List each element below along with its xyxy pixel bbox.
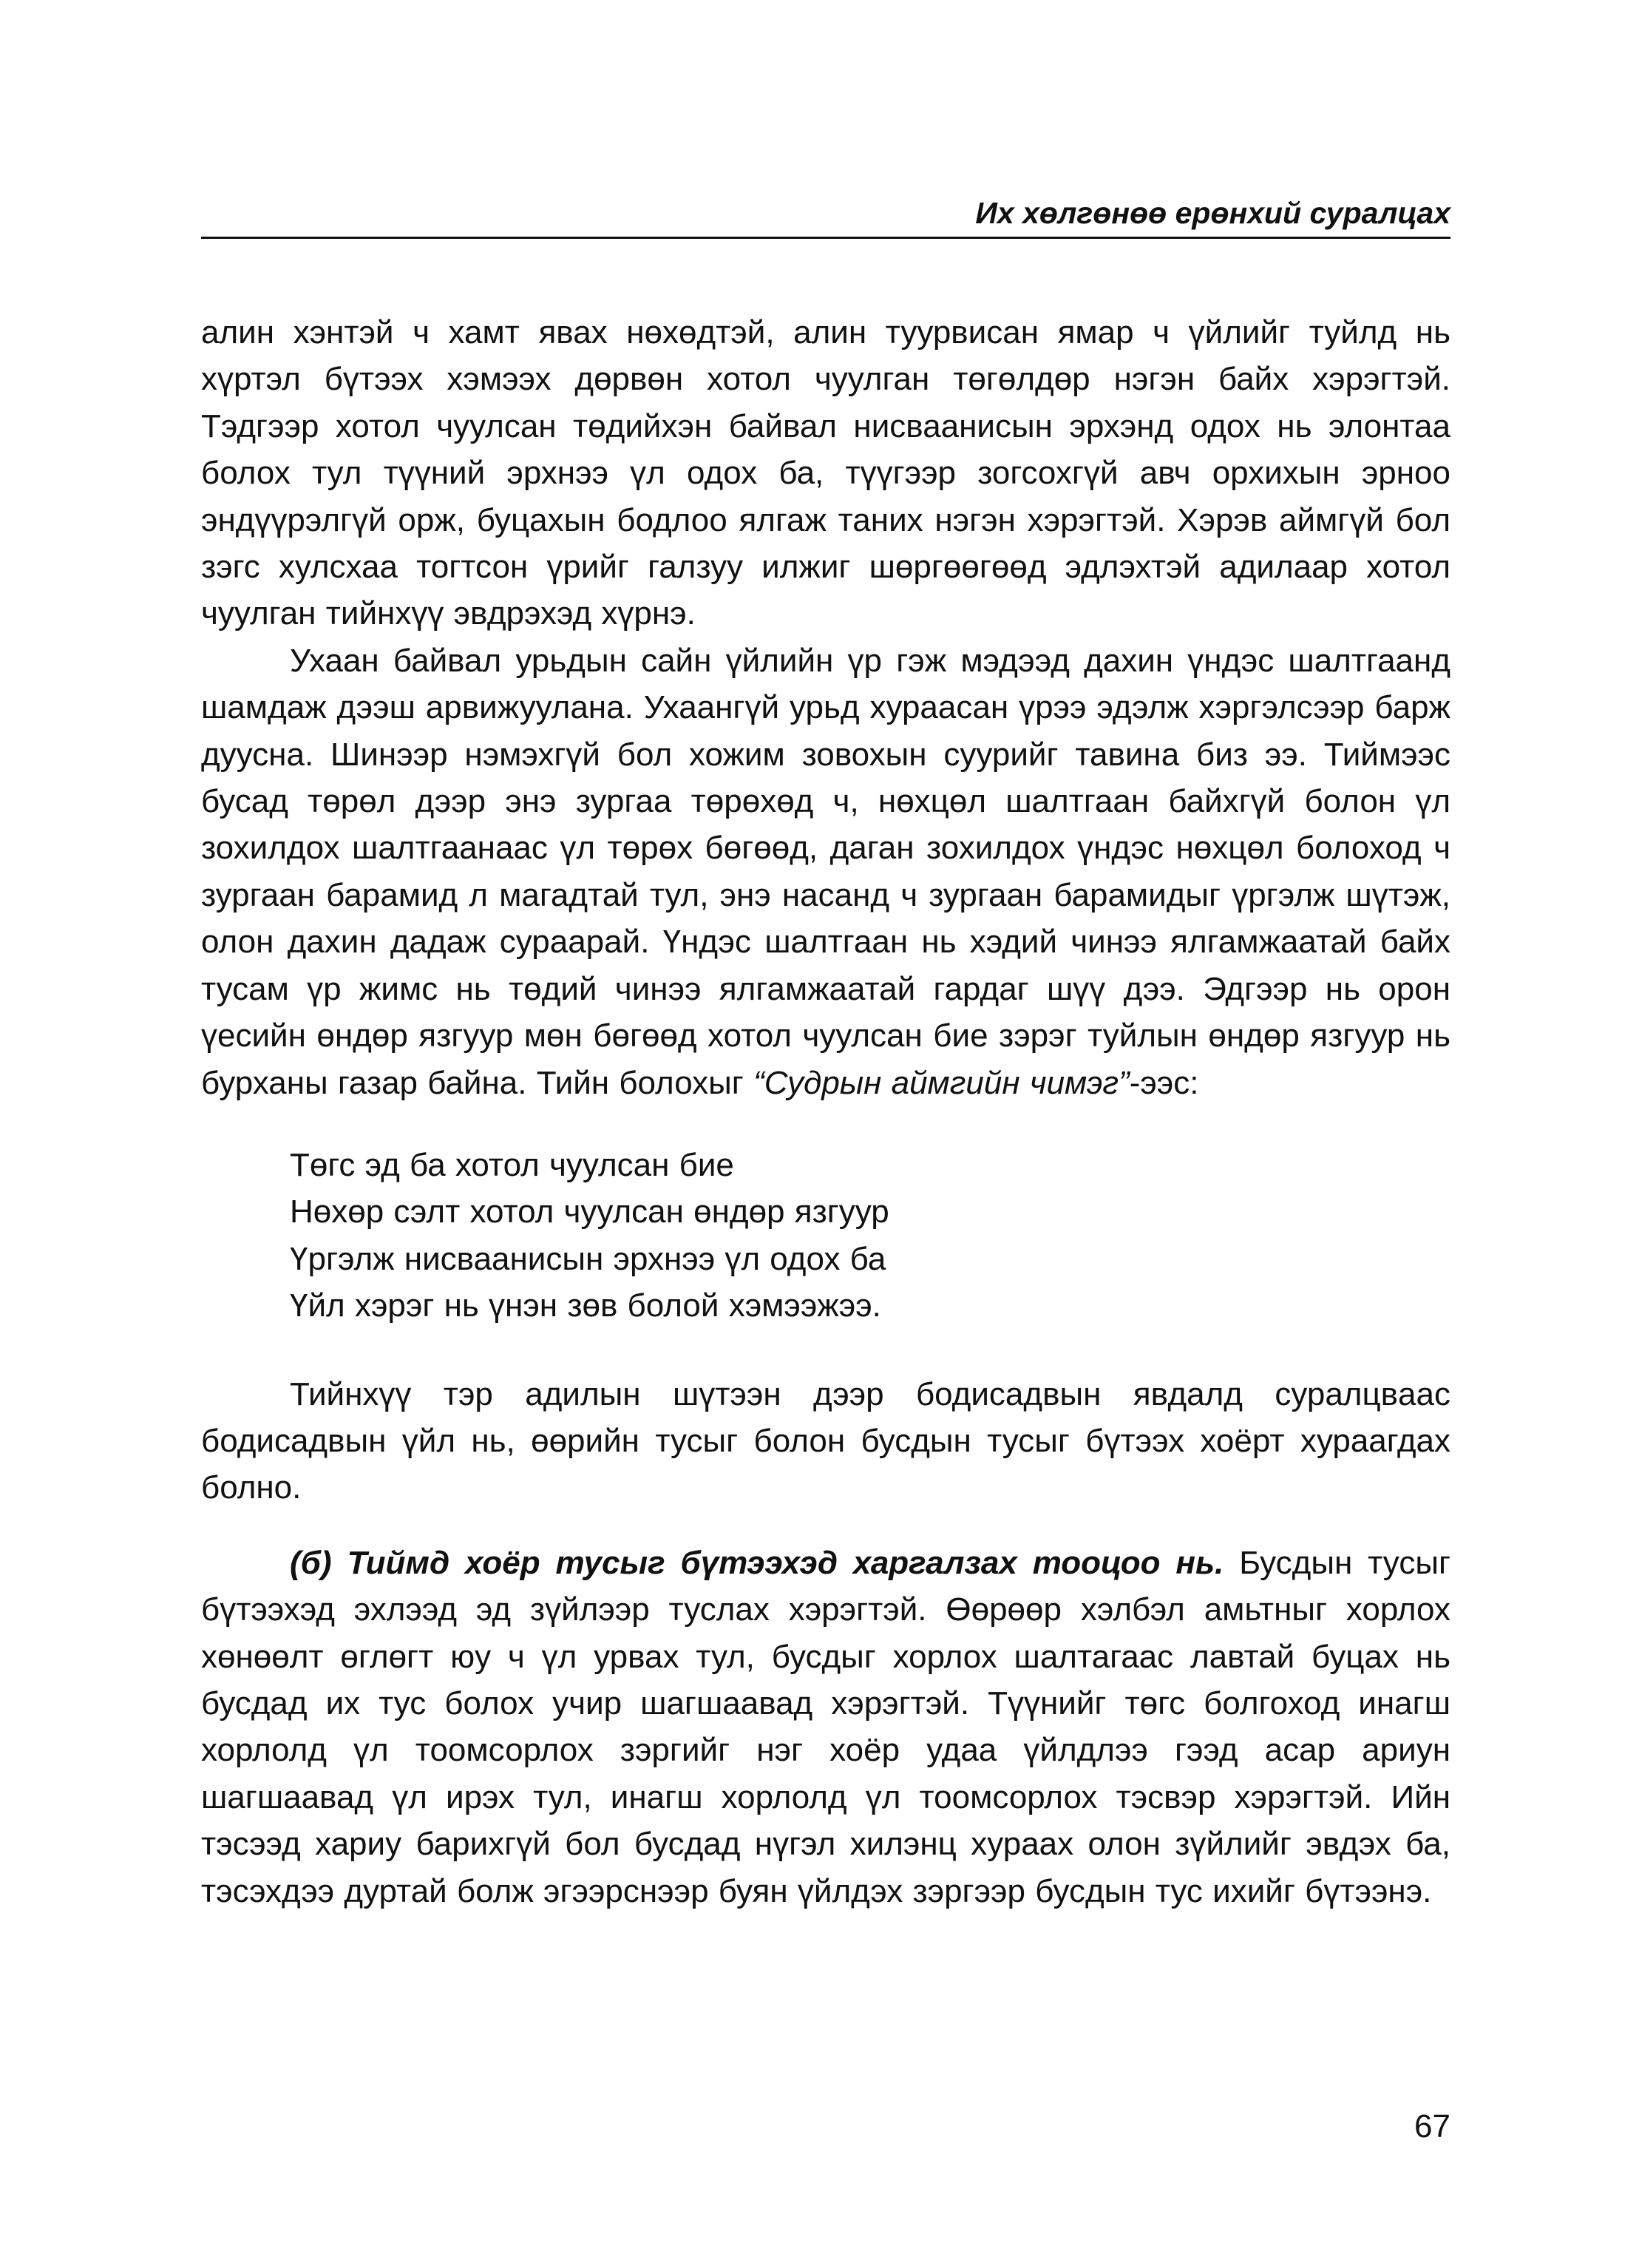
paragraph-3: Тийнхүү тэр адилын шүтээн дээр бодисадвын явдалд суралцвaас бодисадвын үйл нь, өөрийн тусыг болон бусдын тусыг бүтээх хоёрт хураагдах болно. — [201, 1375, 1450, 1506]
paragraph-2 — [201, 637, 1450, 1106]
verse-line: Нөхөр сэлт хотол чуулсан өндөр язгуур — [290, 1194, 889, 1231]
verse-line: Төгс эд ба хотол чуулсан бие — [290, 1146, 734, 1183]
paragraph-4-text: Бусдын тусыг бүтээхэд эхлээд эд зүйлээр туслах хэрэгтэй. Өөрөөр хэлбэл амьтныг хорлох хөнөөлт өглөгт юу ч үл урвах тул, бусдыг хорлох шалтагаас лавтай буцах нь бусдад их тус болох учир шагшаавад хэрэгтэй. Түүнийг төгс болгоход инагш хорлолд үл тоомсорлох зэргийг нэг хоёр удаа үйлдлээ гээд асар ариун шагшаавад үл ирэх тул, инагш хорлолд үл тоомсорлох тэсвэр хэрэгтэй. Ийн тэсээд хариу барихгүй бол бусдад нүгэл хилэнц хураах олон зүйлийг эвдэх ба, тэсэхдээ дуртай болж эгээрснээр буян үйлдэх зэргээр бусдын тус ихийг бүтээнэ. — [201, 1544, 1450, 1909]
section-run-in-heading: (б) Тиймд хоёр тусыг бүтээхэд харгалзах тооцоо нь. — [290, 1544, 1224, 1581]
page-body — [201, 309, 1450, 1915]
verse-line: Үйл хэрэг нь үнэн зөв болой хэмээжээ. — [290, 1287, 881, 1324]
paragraph-4 — [201, 1540, 1450, 1915]
running-header-title: Их хөлгөнөө ерөнхий суралцах — [975, 196, 1450, 230]
quoted-source-title: “Судрын аймгийн чимэг” — [753, 1064, 1130, 1101]
verse-quote — [290, 1142, 1450, 1330]
page-number: 67 — [1414, 2108, 1450, 2145]
paragraph-2-tail: -ээс: — [1129, 1064, 1199, 1101]
paragraph-2-text: Ухаан байвал урьдын сайн үйлийн үр гэж мэдээд дахин үндэс шалтгаанд шамдаж дээш арвижуулана. Ухаангүй урьд хураасан үрээ эдэлж хэргэлсээр барж дууснa. Шинээр нэмэхгүй бол хожим зовохын суурийг тавина биз ээ. Тиймээс бусад төрөл дээр энэ зургаа төрөхөд ч, нөхцөл шалтгаан байхгүй болон үл зохилдох шалтгаанаас үл төрөх бөгөөд, даган зохилдох үндэс нөхцөл болоход ч зургаан барамид л магадтай тул, энэ насанд ч зургаан барамидыг үргэлж шүтэж, олон дахин дадаж сураарай. Үндэс шалтгаан нь хэдий чинээ ялгамжаатай байх тусам үр жимс нь төдий чинээ ялгамжаатай гардаг шүү дээ. Эдгээр нь орон үесийн өндөр язгуур мөн бөгөөд хотол чуулсан бие зэрэг туйлын өндөр язгуур нь бурханы газар байна. Тийн болохыг — [201, 642, 1450, 1101]
header-rule — [201, 237, 1450, 239]
paragraph-1: алин хэнтэй ч хамт явах нөхөдтэй, алин туурвисан ямар ч үйлийг туйлд нь хүртэл бүтээх хэмээх дөрвөн хотол чуулган төгөлдөр нэгэн байх хэрэгтэй. Тэдгээр хотол чуулсан төдийхэн байвал нисваанисын эрхэнд одох нь элонтаа болох тул түүний эрхнээ үл одох ба, түүгээр зогсохгүй авч орхихын эрноо эндүүрэлгүй орж, буцахын бодлоо ялгаж таних нэгэн хэрэгтэй. Хэрэв аймгүй бол зэгс хулсхаа тогтсон үрийг галзуу илжиг шөргөөгөөд эдлэхтэй адилаар хотол чуулган тийнхүү эвдрэхэд хүрнэ. — [201, 314, 1450, 632]
verse-line: Үргэлж нисваанисын эрхнээ үл одох ба — [290, 1240, 886, 1277]
